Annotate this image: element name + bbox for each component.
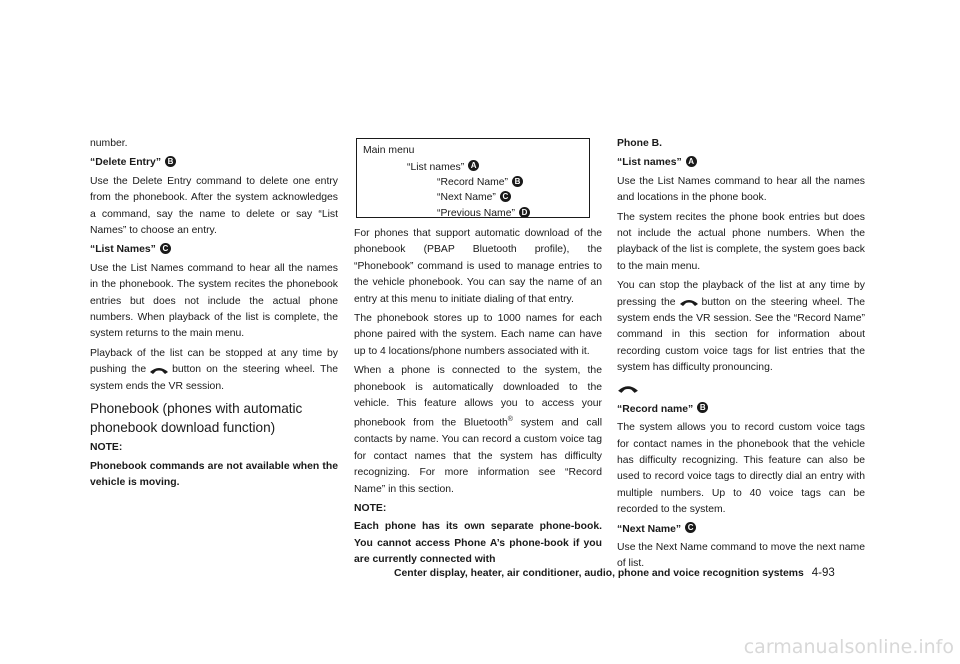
- list-names-text: Use the List Names command to hear all the names in the phonebook. The system recites the phonebook entries but does not include the actual phone numbers. When playback of the list is complete, the system returns to the main menu.: [90, 262, 338, 340]
- phone-end-icon: [149, 365, 169, 375]
- callout-b-icon: B: [512, 176, 523, 187]
- menu-item-previous-name: “Previous Name” D: [363, 206, 583, 221]
- next-name-text: Use the Next Name command to move the next name of list.: [617, 541, 865, 570]
- note-continued: Phone B.: [617, 138, 663, 149]
- menu-title: Main menu: [363, 145, 415, 156]
- phonebook-intro: For phones that support automatic download of the phonebook (PBAP Bluetooth profile), the “Phonebook” command is used to manage entries to the vehicle phonebook. You can say the name of an entry at this menu to initiate dialing of that entry.: [354, 228, 602, 305]
- callout-c-icon: C: [160, 243, 171, 254]
- column-middle: [354, 136, 602, 572]
- delete-entry-text: Use the Delete Entry command to delete one entry from the phonebook. After the system acknowledges a command, say the name to delete or say “List Names” to choose an entry.: [90, 175, 338, 237]
- delete-entry-heading: “Delete Entry” B: [90, 155, 338, 171]
- callout-b-icon: B: [165, 156, 176, 167]
- menu-item-record-name: “Record Name” B: [363, 176, 583, 189]
- menu-item-next-name: “Next Name” C: [363, 189, 583, 206]
- playback-text: Playback of the list can be stopped at any time by pushing the button on the steering wheel. The system ends the VR session.: [90, 347, 339, 392]
- note-label: NOTE:: [90, 442, 123, 454]
- continued-text: number.: [90, 138, 128, 149]
- record-name-heading: “Record name” B: [617, 402, 865, 418]
- phonebook-download: When a phone is connected to the system, the phonebook is automatically downloaded to the vehicle. This feature allows you to access your phonebook from the Bluetooth® system and call contacts by name. You can record a custom voice tag for contact names that the system has difficulty recognizing. For more information see “Record Name” in this section.: [354, 365, 603, 495]
- column-left: [90, 136, 338, 494]
- list-names-heading: “List Names” C: [90, 242, 338, 258]
- next-name-heading: “Next Name” C: [617, 522, 865, 538]
- section-title: Phonebook (phones with automatic phonebook download function): [90, 401, 303, 436]
- note-label: NOTE:: [354, 502, 387, 514]
- phone-end-icon: [617, 383, 639, 394]
- callout-c-icon: C: [500, 191, 511, 202]
- record-name-text: The system allows you to record custom voice tags for contact names in the phonebook that the vehicle has difficulty recognizing. This feature can also be used to record voice tags to directly dial an entry with multiple numbers. Up to 40 voice tags can be recorded to the system.: [617, 422, 865, 516]
- menu-item-list-names: “List names” A: [363, 160, 583, 177]
- phonebook-capacity: The phonebook stores up to 1000 names for each phone paired with the system. Each name can have up to 4 locations/phone numbers associated with it.: [354, 313, 602, 357]
- callout-d-icon: D: [519, 207, 530, 218]
- list-names-text: Use the List Names command to hear all the names and locations in the phone book.: [617, 175, 865, 204]
- list-names-recite: The system recites the phone book entries but does not include the actual phone numbers. When the playback of the list is complete, the system goes back to the main menu.: [617, 211, 865, 272]
- callout-a-icon: A: [686, 156, 697, 167]
- footer-title: Center display, heater, air conditioner, audio, phone and voice recognition systems: [394, 568, 804, 579]
- callout-b-icon: B: [697, 402, 708, 413]
- note-text: Phonebook commands are not available when the vehicle is moving.: [90, 460, 338, 488]
- page-footer: [394, 566, 864, 581]
- main-menu-diagram: [356, 138, 590, 218]
- note-text: Each phone has its own separate phone-book. You cannot access Phone A’s phone-book if you are currently connected with: [354, 521, 602, 566]
- callout-c-icon: C: [685, 522, 696, 533]
- list-names-stop: You can stop the playback of the list at any time by pressing the button on the steering wheel. The system ends the VR session. See the “Record Name” command in this section for information about recording custom voice tags for list entries that the system has difficulty pronouncing.: [617, 280, 865, 374]
- watermark: carmanualsonline.info: [743, 636, 954, 658]
- callout-a-icon: A: [468, 160, 479, 171]
- page-number: 4-93: [811, 567, 835, 579]
- list-names-heading: “List names” A: [617, 155, 865, 171]
- column-right: [617, 136, 865, 576]
- phone-end-icon: [679, 297, 699, 307]
